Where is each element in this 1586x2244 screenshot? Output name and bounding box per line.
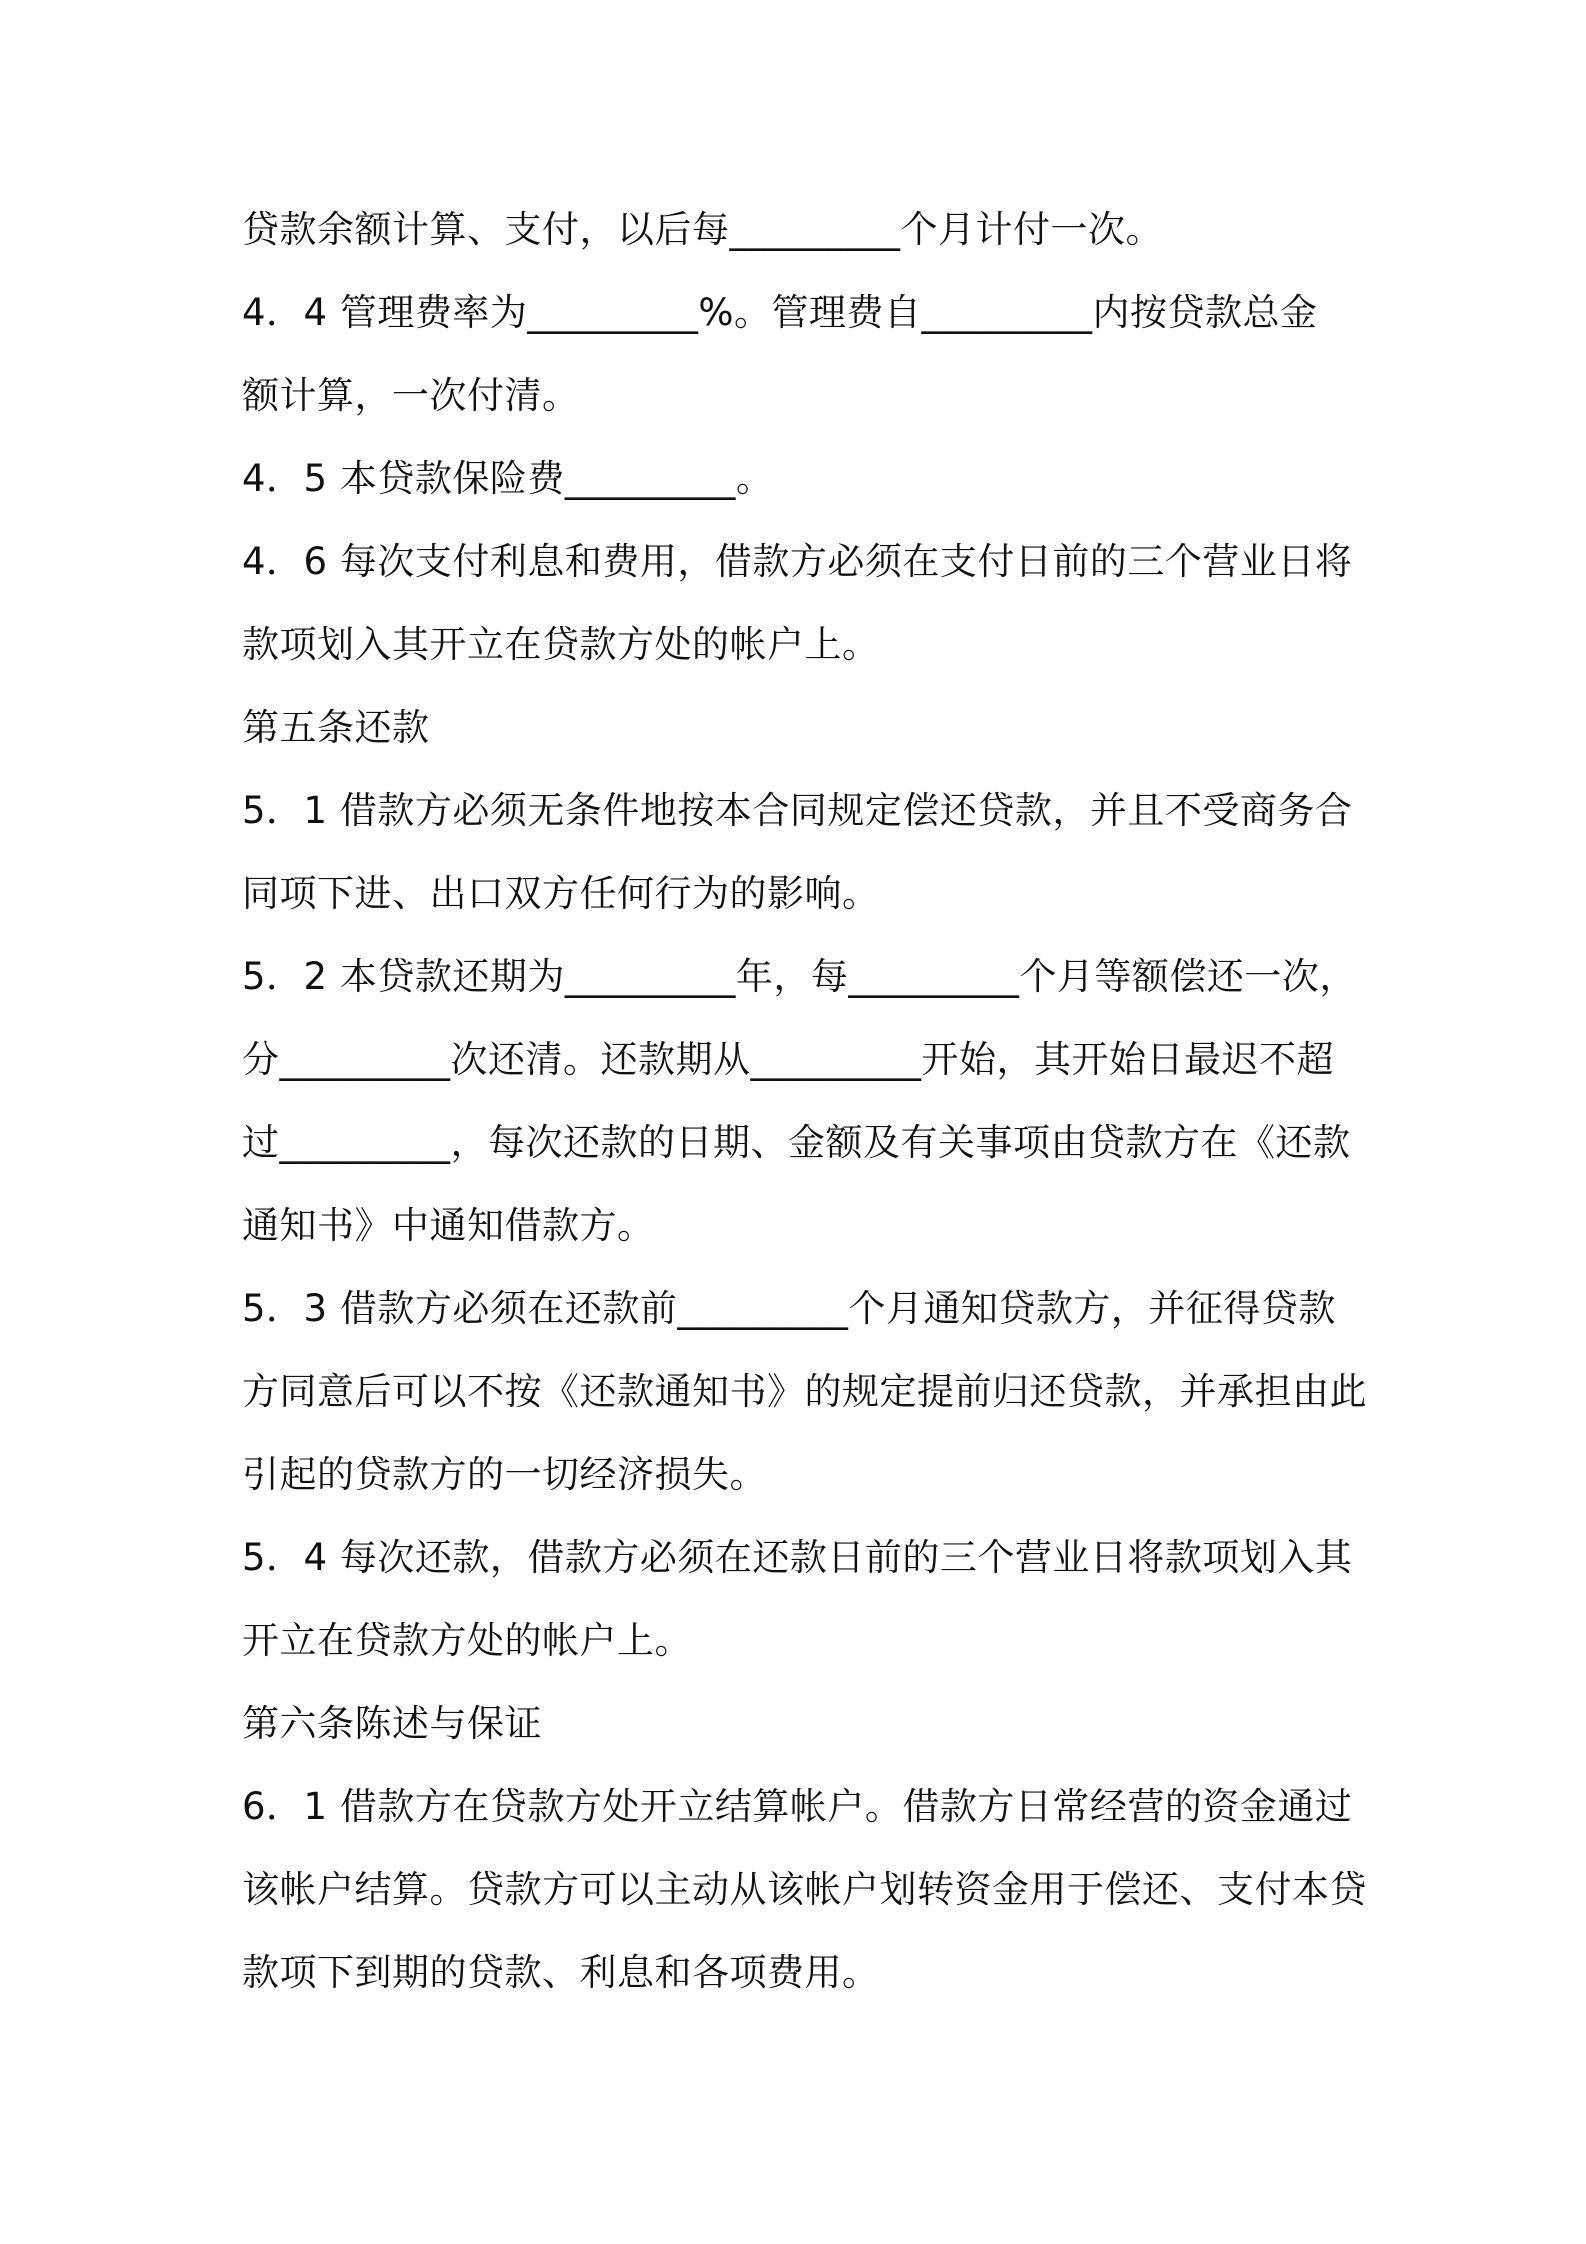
text-line: 过_________，每次还款的日期、金额及有关事项由贷款方在《还款 [242,1121,1351,1164]
text-line: 方同意后可以不按《还款通知书》的规定提前归还贷款，并承担由此 [242,1370,1367,1413]
text-line: 该帐户结算。贷款方可以主动从该帐户划转资金用于偿还、支付本贷 [242,1868,1367,1911]
text-line: 额计算，一次付清。 [242,374,580,417]
text-line: 6．1 借款方在贷款方处开立结算帐户。借款方日常经营的资金通过 [242,1785,1353,1828]
section-heading: 第六条陈述与保证 [242,1702,542,1745]
text-line: 4．5 本贷款保险费_________。 [242,457,774,500]
text-line: 4．4 管理费率为_________%。管理费自_________内按贷款总金 [242,291,1318,334]
text-line: 分_________次还清。还款期从_________开始，其开始日最迟不超 [242,1038,1334,1081]
text-line: 同项下进、出口双方任何行为的影响。 [242,872,880,915]
text-line: 5．3 借款方必须在还款前_________个月通知贷款方，并征得贷款 [242,1287,1336,1330]
text-line: 4．6 每次支付利息和费用，借款方必须在支付日前的三个营业日将 [242,540,1353,583]
text-line: 5．4 每次还款，借款方必须在还款日前的三个营业日将款项划入其 [242,1536,1353,1579]
text-line: 引起的贷款方的一切经济损失。 [242,1453,767,1496]
text-line: 开立在贷款方处的帐户上。 [242,1619,692,1662]
text-line: 5．2 本贷款还期为_________年，每_________个月等额偿还一次， [242,955,1357,998]
text-line: 款项下到期的贷款、利息和各项费用。 [242,1951,880,1994]
text-line: 款项划入其开立在贷款方处的帐户上。 [242,623,880,666]
text-line: 5．1 借款方必须无条件地按本合同规定偿还贷款，并且不受商务合 [242,789,1353,832]
section-heading: 第五条还款 [242,706,430,749]
text-line: 通知书》中通知借款方。 [242,1204,655,1247]
text-line: 贷款余额计算、支付，以后每_________个月计付一次。 [242,208,1163,251]
